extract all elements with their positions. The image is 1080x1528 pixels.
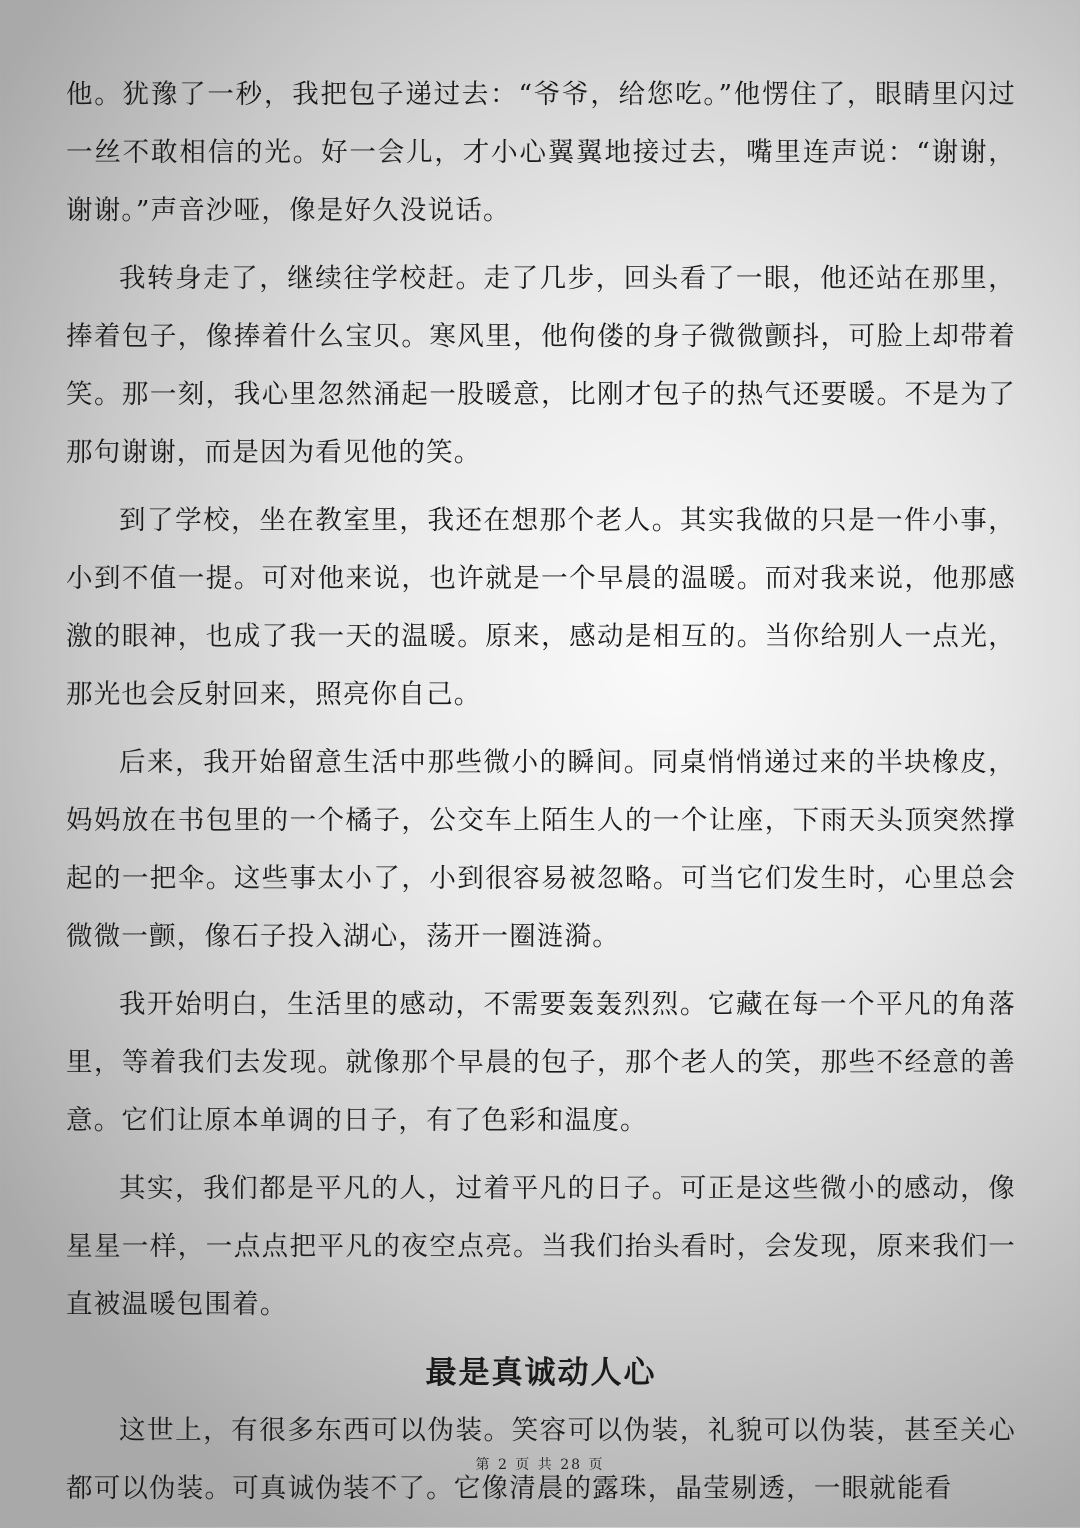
page-number-footer: 第 2 页 共 28 页 [475, 1457, 605, 1473]
section-title: 最是真诚动人心 [425, 1355, 657, 1391]
paragraph-1: 他。犹豫了一秒，我把包子递过去：“爷爷，给您吃。”他愣住了，眼睛里闪过一丝不敢相信的光。好一会儿，才小心翼翼地接过去，嘴里连声说：“谢谢，谢谢。”声音沙哑，像是好久没说话。 [66, 79, 1016, 226]
section-paragraph-1: 这世上，有很多东西可以伪装。笑容可以伪装，礼貌可以伪装，甚至关心都可以伪装。可真诚伪装不了。它像清晨的露珠，晶莹剔透，一眼就能看 [66, 1415, 1016, 1504]
paragraph-3: 到了学校，坐在教室里，我还在想那个老人。其实我做的只是一件小事，小到不值一提。可对他来说，也许就是一个早晨的温暖。而对我来说，他那感激的眼神，也成了我一天的温暖。原来，感动是相互的。当你给别人一点光，那光也会反射回来，照亮你自己。 [66, 505, 1016, 710]
paragraph-5: 我开始明白，生活里的感动，不需要轰轰烈烈。它藏在每一个平凡的角落里，等着我们去发现。就像那个早晨的包子，那个老人的笑，那些不经意的善意。它们让原本单调的日子，有了色彩和温度。 [66, 989, 1016, 1136]
document-page [66, 66, 1016, 1528]
paragraph-2: 我转身走了，继续往学校赶。走了几步，回头看了一眼，他还站在那里，捧着包子，像捧着什么宝贝。寒风里，他佝偻的身子微微颤抖，可脸上却带着笑。那一刻，我心里忽然涌起一股暖意，比刚才包子的热气还要暖。不是为了那句谢谢，而是因为看见他的笑。 [66, 263, 1016, 468]
paragraph-6: 其实，我们都是平凡的人，过着平凡的日子。可正是这些微小的感动，像星星一样，一点点把平凡的夜空点亮。当我们抬头看时，会发现，原来我们一直被温暖包围着。 [66, 1173, 1016, 1320]
paragraph-4: 后来，我开始留意生活中那些微小的瞬间。同桌悄悄递过来的半块橡皮，妈妈放在书包里的一个橘子，公交车上陌生人的一个让座，下雨天头顶突然撑起的一把伞。这些事太小了，小到很容易被忽略。可当它们发生时，心里总会微微一颤，像石子投入湖心，荡开一圈涟漪。 [66, 747, 1016, 952]
